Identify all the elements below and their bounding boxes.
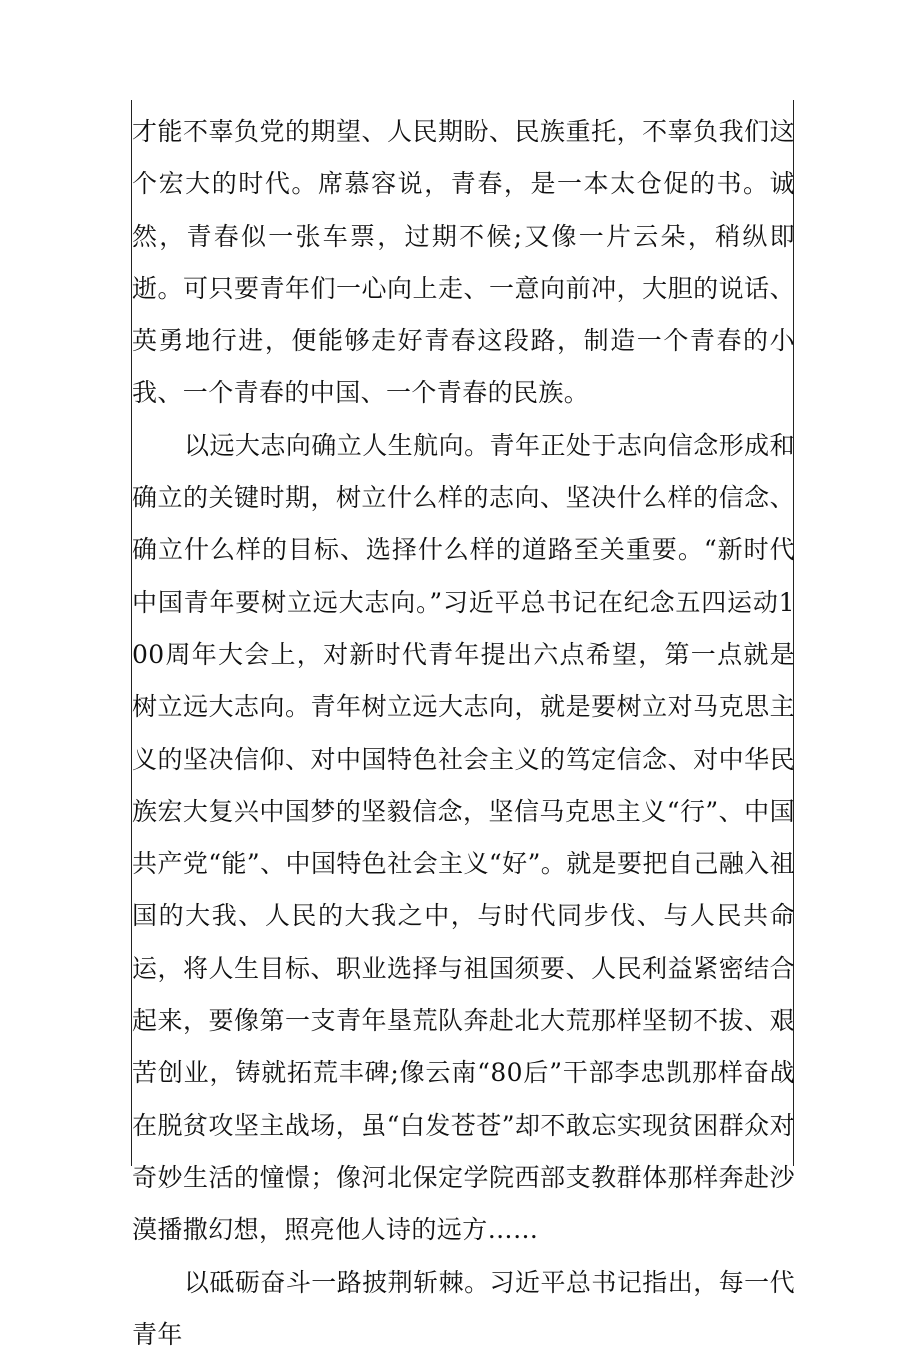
paragraph-struggle: 以砥砺奋斗一路披荆斩棘。习近平总书记指出，每一代青年	[132, 1267, 795, 1349]
paragraph-continuation: 才能不辜负党的期望、人民期盼、民族重托，不辜负我们这个宏大的时代。席慕容说，青春，是一本太仓促的书。诚然，青春似一张车票，过期不候;又像一片云朵，稍纵即逝。可只要青年们一心向上走、一意向前冲，大胆的说话、英勇地行进，便能够走好青春这段路，制造一个青春的小我、一个青春的中国、一个青春的民族。	[132, 117, 795, 408]
paragraph-ambition: 以远大志向确立人生航向。青年正处于志向信念形成和确立的关键时期，树立什么样的志向、坚决什么样的信念、确立什么样的目标、选择什么样的道路至关重要。“新时代中国青年要树立远大志向。”习近平总书记在纪念五四运动100周年大会上，对新时代青年提出六点希望，第一点就是树立远大志向。青年树立远大志向，就是要树立对马克思主义的坚决信仰、对中国特色社会主义的笃定信念、对中华民族宏大复兴中国梦的坚毅信念，坚信马克思主义“行”、中国共产党“能”、中国特色社会主义“好”。就是要把自己融入祖国的大我、人民的大我之中，与时代同步伐、与人民共命运，将人生目标、职业选择与祖国须要、人民利益紧密结合起来，要像第一支青年垦荒队奔赴北大荒那样坚韧不拔、艰苦创业，铸就拓荒丰碑;像云南“80后”干部李忠凯那样奋战在脱贫攻坚主战场，虽“白发苍苍”却不敢忘实现贫困群众对奇妙生活的憧憬；像河北保定学院西部支教群体那样奔赴沙漠播撒幻想，照亮他人诗的远方……	[132, 430, 795, 1245]
document-body	[132, 106, 795, 1361]
